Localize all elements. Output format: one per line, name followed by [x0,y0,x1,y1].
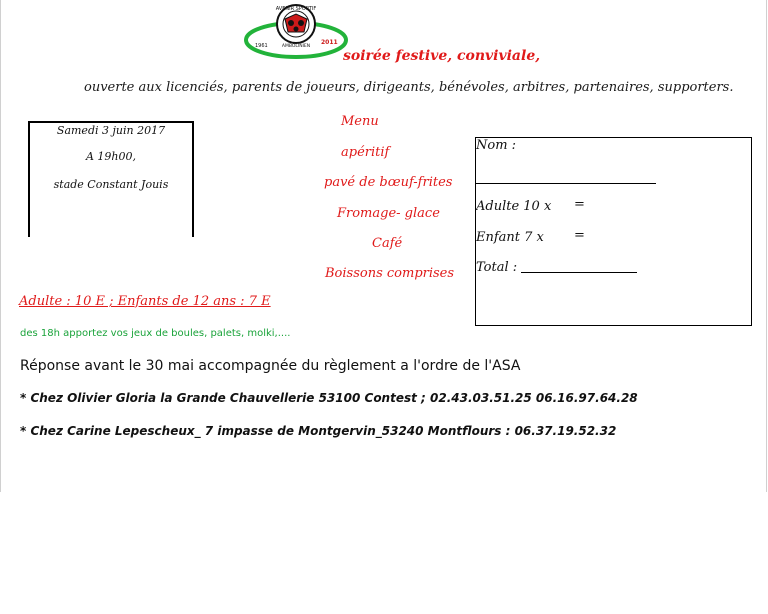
logo-year-right: 2011 [321,39,338,46]
menu-item: Fromage- glace [337,206,440,221]
menu-item: Boissons comprises [325,266,455,281]
event-info-box [28,121,194,237]
name-label: Nom : [476,138,517,153]
logo-year-left: 1961 [255,43,268,49]
contact-line: * Chez Carine Lepescheux_ 7 impasse de Montgervin_53240 Montflours : 06.37.19.52.32 [20,424,617,438]
page-right-border [766,0,767,492]
child-equals: = [574,228,585,243]
club-logo [244,2,348,60]
logo-text-bottom: AMBOLINIEN [281,44,311,49]
reply-deadline: Réponse avant le 30 mai accompagnée du règlement a l'ordre de l'ASA [20,358,521,374]
logo-text-top: AVENIR SPORTIF [275,6,317,12]
order-form [475,137,752,326]
name-field-line[interactable] [476,183,656,184]
event-date: Samedi 3 juin 2017 [56,124,166,137]
menu-item: Café [372,236,403,251]
adult-equals: = [574,197,585,212]
price-line: Adulte : 10 E ; Enfants de 12 ans : 7 E [19,294,271,309]
event-place: stade Constant Jouis [53,178,169,191]
child-label: Enfant 7 x [476,230,544,245]
menu-item: pavé de bœuf-frites [324,175,453,190]
page-left-border [0,0,1,492]
event-subtitle: ouverte aux licenciés, parents de joueurs, dirigeants, bénévoles, arbitres, partenaires, supporters. [84,80,734,95]
total-field-line[interactable] [521,272,637,273]
menu-item: apéritif [341,145,390,160]
games-note: des 18h apportez vos jeux de boules, palets, molki,.... [20,328,291,339]
event-title: soirée festive, conviviale, [343,48,541,64]
adult-label: Adulte 10 x [476,199,552,214]
total-label: Total : [476,260,518,275]
event-time: A 19h00, [85,150,136,163]
menu-heading: Menu [341,114,379,129]
contact-line: * Chez Olivier Gloria la Grande Chauvellerie 53100 Contest ; 02.43.03.51.25 06.16.97.64.28 [20,391,638,405]
